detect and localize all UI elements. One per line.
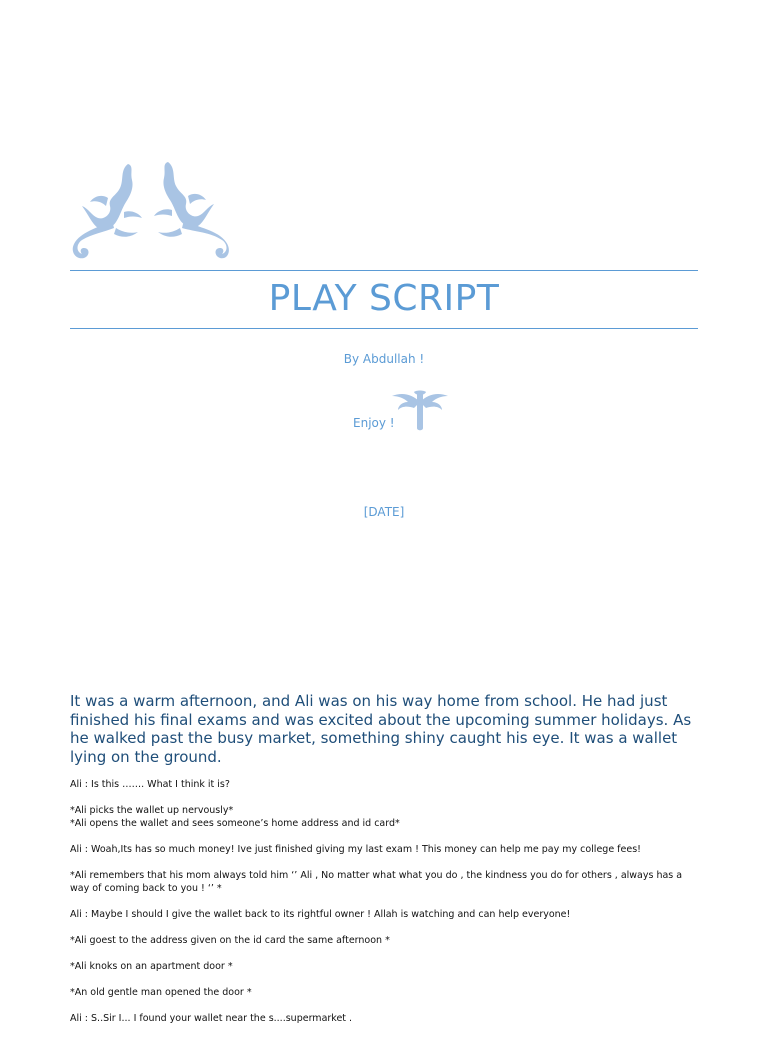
- date-placeholder: [DATE]: [363, 505, 405, 519]
- script-dialogue: [70, 778, 700, 1038]
- fleur-ornament-icon: [388, 388, 452, 432]
- story-intro: It was a warm afternoon, and Ali was on his way home from school. He had just finished his final exams and was excited about the upcoming summer holidays. As he walked past the busy market, something shiny caught his eye. It was a wallet lying on the ground.: [70, 692, 692, 766]
- title-top-rule: [70, 270, 698, 271]
- page-title: PLAY SCRIPT: [268, 278, 500, 319]
- script-line: Ali : Is this ……. What I think it is?: [70, 779, 230, 790]
- script-line: *Ali picks the wallet up nervously*: [70, 805, 234, 816]
- script-line: Ali : Maybe I should I give the wallet back to its rightful owner ! Allah is watching and can help everyone!: [70, 909, 571, 920]
- enjoy-text: Enjoy !: [353, 416, 395, 430]
- script-line: *Ali opens the wallet and sees someone’s home address and id card*: [70, 818, 400, 829]
- scroll-ornament-icon: [68, 158, 238, 262]
- script-line: Ali : Woah,Its has so much money! Ive just finished giving my last exam ! This money can help me pay my college fees!: [70, 844, 641, 855]
- script-line: *Ali goest to the address given on the id card the same afternoon *: [70, 935, 390, 946]
- script-line: *Ali knoks on an apartment door *: [70, 961, 233, 972]
- author-byline: By Abdullah !: [343, 352, 425, 366]
- script-line: *An old gentle man opened the door *: [70, 987, 252, 998]
- script-line: *Ali remembers that his mom always told him ‘’ Ali , No matter what what you do , the kindness you do for others , always has a way of coming back to you ! ‘’ *: [70, 870, 683, 894]
- script-line: Ali : S..Sir I... I found your wallet near the s....supermarket .: [70, 1013, 353, 1024]
- title-bottom-rule: [70, 328, 698, 329]
